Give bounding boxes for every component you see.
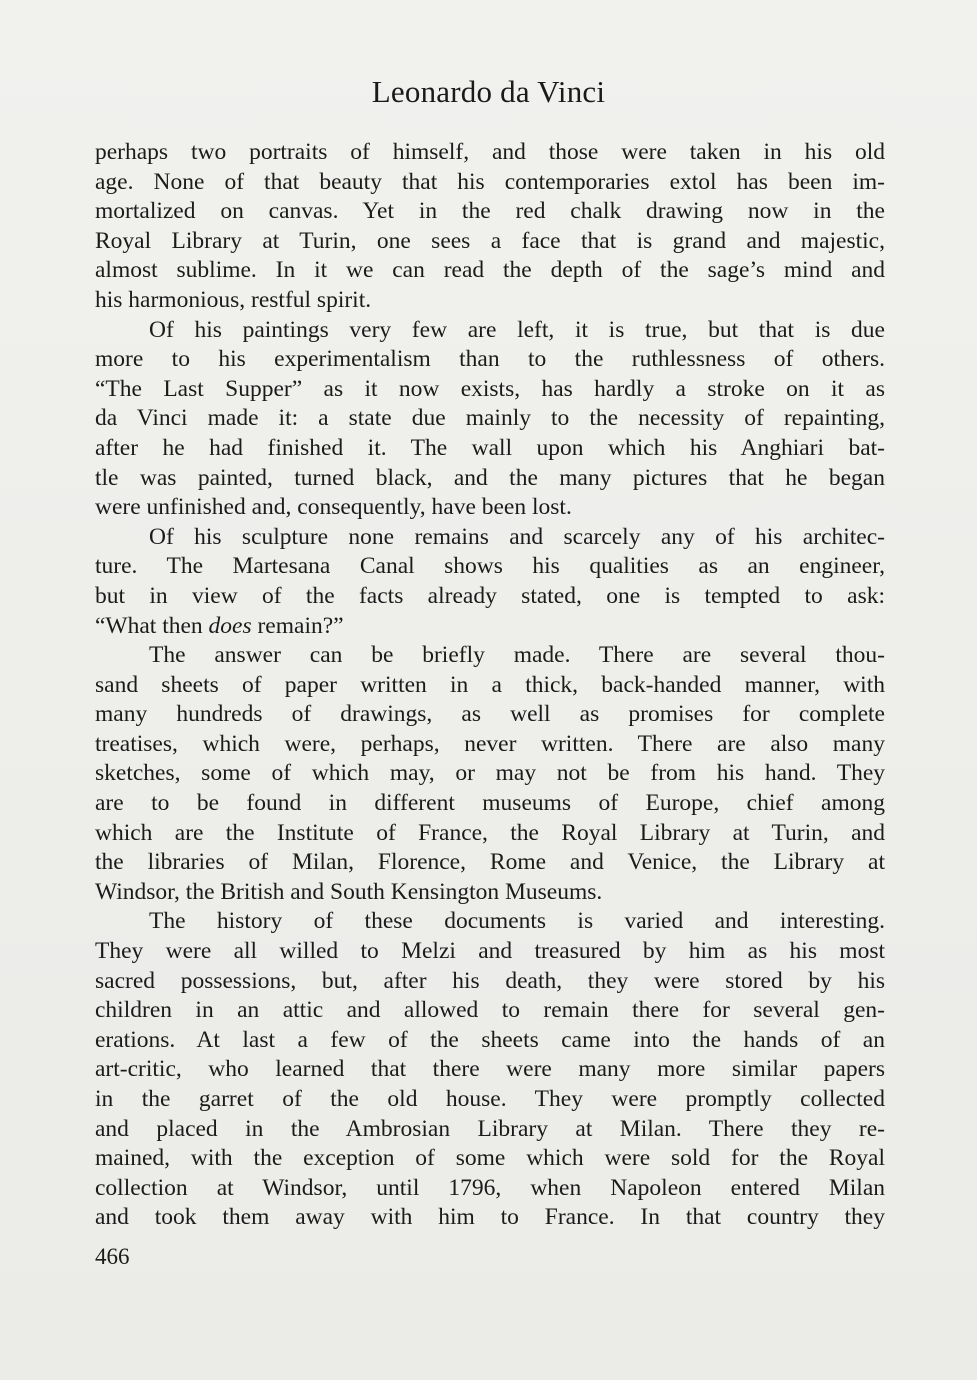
text-line: The history of these documents is varied and interesting. (149, 908, 885, 935)
text-line: tle was painted, turned black, and the many pictures that he began (95, 464, 885, 491)
text-line: were unfinished and, consequently, have been lost. (95, 494, 572, 521)
text-run: remain?” (251, 612, 344, 639)
page-number: 466 (95, 1244, 130, 1269)
text-line: and placed in the Ambrosian Library at Milan. There they re- (95, 1115, 885, 1142)
text-line: art-critic, who learned that there were many more similar papers (95, 1056, 885, 1083)
text-line: in the garret of the old house. They were promptly collected (95, 1086, 885, 1112)
text-line: mained, with the exception of some which were sold for the Royal (95, 1145, 885, 1172)
text-run: “What then (95, 612, 209, 639)
text-line: sacred possessions, but, after his death, they were stored by his (95, 967, 885, 994)
text-line: but in view of the facts already stated, one is tempted to ask: (95, 582, 885, 609)
text-line: Windsor, the British and South Kensington Museums. (95, 878, 603, 905)
text-line: sand sheets of paper written in a thick, back-handed manner, with (95, 671, 885, 698)
text-line: the libraries of Milan, Florence, Rome and Venice, the Library at (95, 849, 885, 876)
text-line: erations. At last a few of the sheets came into the hands of an (95, 1026, 885, 1053)
text-line: age. None of that beauty that his contemporaries extol has been im- (95, 168, 885, 195)
text-line: after he had finished it. The wall upon which his Anghiari bat- (95, 434, 885, 461)
text-line: da Vinci made it: a state due mainly to the necessity of repainting, (95, 405, 885, 432)
text-line: more to his experimentalism than to the ruthlessness of others. (95, 346, 885, 373)
body-text (95, 138, 885, 1233)
text-line: “The Last Supper” as it now exists, has hardly a stroke on it as (95, 375, 885, 402)
text-line (95, 612, 885, 642)
text-line: his harmonious, restful spirit. (95, 286, 372, 313)
running-head: Leonardo da Vinci (371, 74, 606, 109)
text-line: The answer can be briefly made. There are several thou- (149, 642, 885, 669)
text-line: which are the Institute of France, the Royal Library at Turin, and (95, 819, 885, 846)
text-line: are to be found in different museums of Europe, chief among (95, 790, 885, 817)
text-line: Royal Library at Turin, one sees a face that is grand and majestic, (95, 227, 885, 254)
text-line: and took them away with him to France. In that country they (95, 1204, 885, 1231)
text-line: mortalized on canvas. Yet in the red chalk drawing now in the (95, 198, 885, 225)
text-line: children in an attic and allowed to remain there for several gen- (95, 997, 885, 1024)
text-line: many hundreds of drawings, as well as promises for complete (95, 701, 885, 728)
text-line: They were all willed to Melzi and treasured by him as his most (95, 938, 885, 965)
text-line: collection at Windsor, until 1796, when Napoleon entered Milan (95, 1174, 885, 1201)
text-line: almost sublime. In it we can read the depth of the sage’s mind and (95, 257, 885, 284)
text-line: sketches, some of which may, or may not be from his hand. They (95, 760, 885, 787)
text-line: treatises, which were, perhaps, never written. There are also many (95, 730, 885, 757)
text-line: Of his sculpture none remains and scarcely any of his architec- (149, 523, 885, 550)
text-line: ture. The Martesana Canal shows his qualities as an engineer, (95, 553, 885, 580)
italic-text-run: does (208, 612, 252, 639)
text-line: Of his paintings very few are left, it is true, but that is due (149, 316, 885, 343)
text-line: perhaps two portraits of himself, and those were taken in his old (95, 139, 885, 165)
